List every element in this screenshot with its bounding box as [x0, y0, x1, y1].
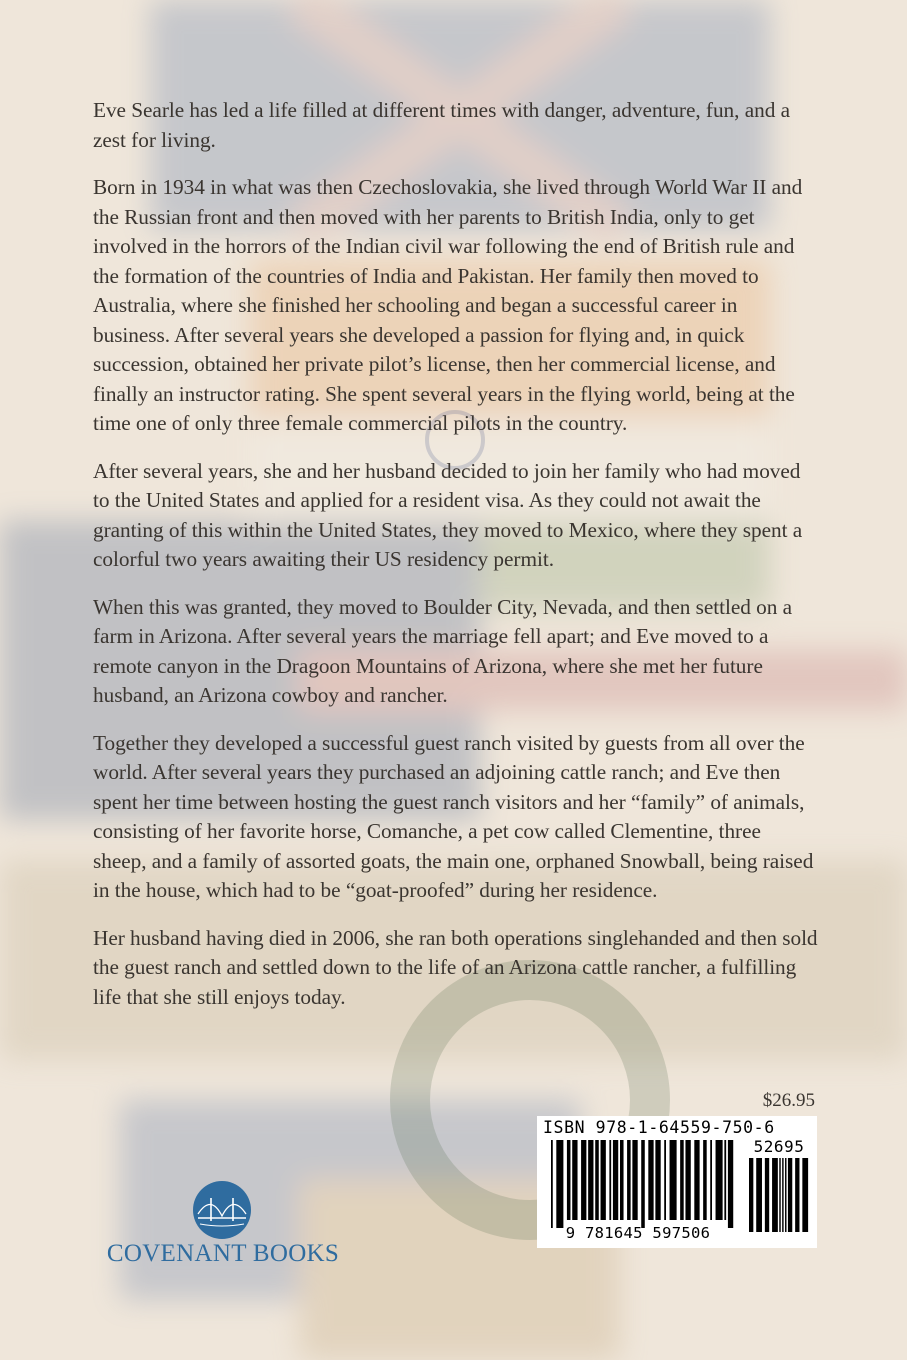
addon-barcode-bars — [749, 1158, 811, 1240]
barcode-bar — [703, 1140, 707, 1220]
barcode-bar — [779, 1158, 780, 1232]
barcode-bar — [620, 1140, 624, 1220]
barcode-bar — [782, 1158, 783, 1232]
barcode-bar — [567, 1140, 571, 1220]
blurb-paragraph: Her husband having died in 2006, she ran both operations singlehanded and then sold the guest ranch and settled down to the life of an Arizona cattle rancher, a fulfilling life that she still enjoys today. — [93, 925, 818, 1009]
publisher-logo — [93, 1180, 353, 1275]
barcode-bar — [641, 1140, 645, 1228]
barcode-bar — [627, 1140, 631, 1220]
barcode-bar — [609, 1140, 611, 1220]
barcode-bar — [756, 1158, 762, 1232]
barcode-bar — [795, 1158, 799, 1232]
barcode-bar — [648, 1140, 653, 1220]
blurb-paragraph: Together they developed a successful guest ranch visited by guests from all over the world. After several years they purchased an adjoining cattle ranch; and Eve then spent her time between hosting the guest ranch visitors and her “family” of animals, consisting of her favorite horse, Comanche, a pet cow called Clementine, three sheep, and a family of assorted goats, the main one, orphaned Snowball, being raised in the house, which had to be “goat-proofed” during her residence. — [93, 730, 814, 902]
barcode-bar — [572, 1140, 577, 1220]
barcode-bar — [551, 1140, 553, 1228]
barcode-bar — [601, 1140, 606, 1220]
barcode-bar — [613, 1140, 618, 1220]
barcode-bar — [670, 1140, 677, 1220]
barcode-bar — [556, 1140, 563, 1228]
blurb-paragraph: After several years, she and her husband decided to join her family who had moved to the United States and applied for a resident visa. As they could not await the granting of this within the United States, they moved to Mexico, where they spent a colorful two years awaiting their US residency permit. — [93, 458, 803, 571]
barcode-bar — [595, 1140, 599, 1220]
barcode-bar — [588, 1140, 593, 1220]
barcode-bar — [785, 1158, 786, 1232]
barcode-bar — [664, 1140, 666, 1220]
barcode-bar — [694, 1140, 699, 1220]
barcode-bar — [765, 1158, 769, 1232]
bridge-icon — [192, 1180, 252, 1240]
barcode-digits: 9 781645 597506 — [565, 1224, 711, 1242]
barcode-bar — [632, 1140, 637, 1220]
price-label: $26.95 — [762, 1090, 815, 1111]
barcode-bars — [551, 1140, 735, 1228]
blurb-paragraph: Born in 1934 in what was then Czechoslovakia, she lived through World War II and the Russian front and then moved with her parents to British India, only to get involved in the horrors of the Indian civil war following the end of British rule and the formation of the countries of India and Pakistan. Her family then moved to Australia, where she finished her schooling and began a successful career in business. After several years she developed a passion for flying and, in quick succession, obtained her private pilot’s license, then her commercial license, and finally an instructor rating. She spent several years in the flying world, being at the time one of only three female commercial pilots in the country. — [93, 175, 803, 435]
barcode-bar — [581, 1140, 586, 1220]
barcode-bar — [685, 1140, 690, 1220]
barcode-bar — [710, 1140, 712, 1220]
barcode-bar — [788, 1158, 792, 1232]
barcode-bar — [680, 1140, 684, 1220]
isbn-label: ISBN 978-1-64559-750-6 — [543, 1118, 775, 1137]
barcode-bar — [728, 1140, 733, 1228]
barcode-bar — [802, 1158, 808, 1232]
publisher-name: COVENANT BOOKS — [106, 1240, 340, 1267]
barcode-bar — [749, 1158, 753, 1232]
isbn-barcode — [537, 1116, 817, 1248]
barcode-bar — [655, 1140, 660, 1220]
barcode-bar — [772, 1158, 778, 1232]
barcode-bar — [724, 1140, 726, 1220]
back-cover-blurb — [93, 96, 818, 1030]
blurb-paragraph: When this was granted, they moved to Boulder City, Nevada, and then settled on a farm in Arizona. After several years the marriage fell apart; and Eve moved to a remote canyon in the Dragoon Mountains of Arizona, where she met her future husband, an Arizona cowboy and rancher. — [93, 594, 793, 707]
barcode-bar — [716, 1140, 723, 1220]
blurb-paragraph: Eve Searle has led a life filled at different times with danger, adventure, fun, and a zest for living. — [93, 98, 790, 152]
addon-digits: 52695 — [753, 1137, 805, 1156]
